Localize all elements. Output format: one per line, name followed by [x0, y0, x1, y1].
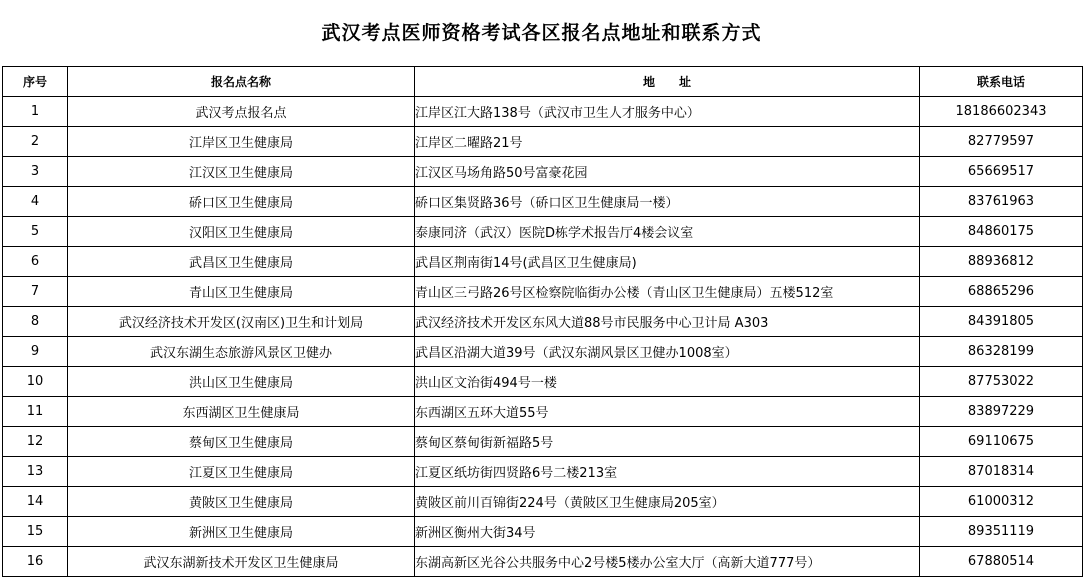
- header-number: 序号: [3, 67, 68, 97]
- cell-number: 9: [3, 337, 68, 367]
- cell-site-name: 汉阳区卫生健康局: [68, 217, 415, 247]
- cell-number: 13: [3, 457, 68, 487]
- cell-site-name: 洪山区卫生健康局: [68, 367, 415, 397]
- cell-number: 3: [3, 157, 68, 187]
- cell-address: 泰康同济（武汉）医院D栋学术报告厅4楼会议室: [415, 217, 920, 247]
- registration-sites-table: [2, 66, 1083, 577]
- cell-address: 青山区三弓路26号区检察院临街办公楼（青山区卫生健康局）五楼512室: [415, 277, 920, 307]
- cell-number: 16: [3, 547, 68, 577]
- cell-site-name: 武汉东湖生态旅游风景区卫健办: [68, 337, 415, 367]
- cell-address: 武汉经济技术开发区东风大道88号市民服务中心卫计局 A303: [415, 307, 920, 337]
- table-row: [3, 427, 1083, 457]
- table-row: [3, 247, 1083, 277]
- cell-address: 武昌区沿湖大道39号（武汉东湖风景区卫健办1008室）: [415, 337, 920, 367]
- cell-phone: 87753022: [920, 367, 1083, 397]
- table-row: [3, 517, 1083, 547]
- cell-address: 武昌区荆南街14号(武昌区卫生健康局): [415, 247, 920, 277]
- cell-number: 1: [3, 97, 68, 127]
- cell-address: 洪山区文治街494号一楼: [415, 367, 920, 397]
- cell-phone: 89351119: [920, 517, 1083, 547]
- cell-phone: 65669517: [920, 157, 1083, 187]
- header-site-name: 报名点名称: [68, 67, 415, 97]
- cell-site-name: 江夏区卫生健康局: [68, 457, 415, 487]
- cell-phone: 83897229: [920, 397, 1083, 427]
- cell-phone: 18186602343: [920, 97, 1083, 127]
- table-row: [3, 157, 1083, 187]
- table-header-row: [3, 67, 1083, 97]
- cell-address: 江夏区纸坊街四贤路6号二楼213室: [415, 457, 920, 487]
- cell-site-name: 青山区卫生健康局: [68, 277, 415, 307]
- table-row: [3, 277, 1083, 307]
- cell-site-name: 硚口区卫生健康局: [68, 187, 415, 217]
- table-row: [3, 457, 1083, 487]
- cell-address: 东湖高新区光谷公共服务中心2号楼5楼办公室大厅（高新大道777号）: [415, 547, 920, 577]
- cell-address: 硚口区集贤路36号（硚口区卫生健康局一楼）: [415, 187, 920, 217]
- table-row: [3, 97, 1083, 127]
- table-row: [3, 397, 1083, 427]
- cell-number: 11: [3, 397, 68, 427]
- cell-phone: 84391805: [920, 307, 1083, 337]
- cell-phone: 83761963: [920, 187, 1083, 217]
- cell-number: 7: [3, 277, 68, 307]
- table-row: [3, 217, 1083, 247]
- cell-number: 14: [3, 487, 68, 517]
- cell-address: 江汉区马场角路50号富豪花园: [415, 157, 920, 187]
- cell-number: 4: [3, 187, 68, 217]
- cell-site-name: 新洲区卫生健康局: [68, 517, 415, 547]
- cell-number: 6: [3, 247, 68, 277]
- cell-number: 2: [3, 127, 68, 157]
- table-row: [3, 337, 1083, 367]
- header-address: 地 址: [415, 67, 920, 97]
- table-row: [3, 547, 1083, 577]
- cell-site-name: 武汉东湖新技术开发区卫生健康局: [68, 547, 415, 577]
- table-row: [3, 307, 1083, 337]
- cell-site-name: 蔡甸区卫生健康局: [68, 427, 415, 457]
- cell-site-name: 江岸区卫生健康局: [68, 127, 415, 157]
- cell-phone: 68865296: [920, 277, 1083, 307]
- cell-site-name: 武昌区卫生健康局: [68, 247, 415, 277]
- cell-number: 5: [3, 217, 68, 247]
- cell-number: 8: [3, 307, 68, 337]
- cell-site-name: 武汉经济技术开发区(汉南区)卫生和计划局: [68, 307, 415, 337]
- cell-address: 蔡甸区蔡甸街新福路5号: [415, 427, 920, 457]
- table-row: [3, 487, 1083, 517]
- cell-phone: 82779597: [920, 127, 1083, 157]
- cell-site-name: 黄陂区卫生健康局: [68, 487, 415, 517]
- cell-address: 江岸区江大路138号（武汉市卫生人才服务中心）: [415, 97, 920, 127]
- cell-phone: 67880514: [920, 547, 1083, 577]
- cell-site-name: 武汉考点报名点: [68, 97, 415, 127]
- table-row: [3, 127, 1083, 157]
- table-row: [3, 187, 1083, 217]
- cell-number: 12: [3, 427, 68, 457]
- cell-phone: 61000312: [920, 487, 1083, 517]
- page-title: 武汉考点医师资格考试各区报名点地址和联系方式: [321, 22, 762, 44]
- cell-phone: 88936812: [920, 247, 1083, 277]
- cell-number: 15: [3, 517, 68, 547]
- cell-number: 10: [3, 367, 68, 397]
- cell-address: 江岸区二曜路21号: [415, 127, 920, 157]
- cell-phone: 69110675: [920, 427, 1083, 457]
- cell-address: 黄陂区前川百锦街224号（黄陂区卫生健康局205室）: [415, 487, 920, 517]
- cell-site-name: 江汉区卫生健康局: [68, 157, 415, 187]
- cell-phone: 86328199: [920, 337, 1083, 367]
- cell-address: 新洲区衡州大街34号: [415, 517, 920, 547]
- cell-site-name: 东西湖区卫生健康局: [68, 397, 415, 427]
- table-row: [3, 367, 1083, 397]
- cell-address: 东西湖区五环大道55号: [415, 397, 920, 427]
- cell-phone: 87018314: [920, 457, 1083, 487]
- header-phone: 联系电话: [920, 67, 1083, 97]
- cell-phone: 84860175: [920, 217, 1083, 247]
